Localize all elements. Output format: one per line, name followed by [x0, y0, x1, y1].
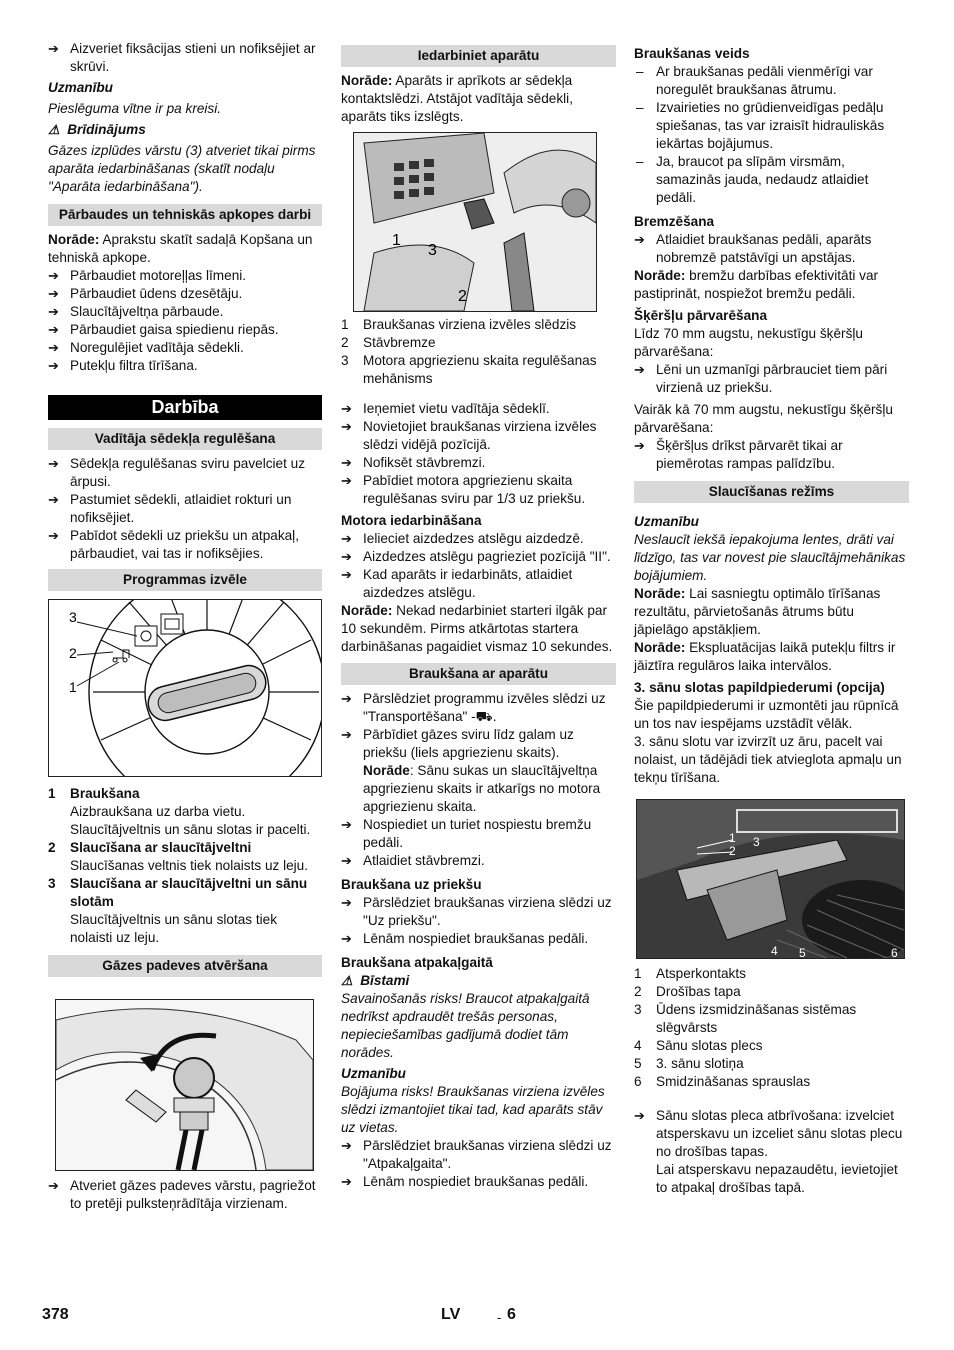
controls-legend-list — [341, 316, 616, 388]
program-item-list — [48, 785, 322, 947]
list-number: 1 — [634, 966, 642, 981]
section-seat-heading: Vadītāja sēdekļa regulēšana — [48, 428, 322, 450]
side-broom-legend-item — [634, 983, 909, 1001]
program-item-description: Slaucītājveltnis un sānu slotas ir pacelti. — [70, 822, 311, 837]
section-start-heading: Iedarbiniet aparātu — [341, 45, 616, 67]
caution-title: Uzmanību — [634, 514, 699, 529]
column-2 — [341, 40, 616, 1191]
program-dial-illustration — [49, 600, 322, 776]
check-step: ➔ Slaucītājveltņa pārbaude. — [48, 303, 322, 321]
seat-step: ➔ Sēdekļa regulēšanas sviru pavelciet uz ārpusi. — [48, 455, 322, 491]
controls-figure — [353, 132, 597, 312]
start-step-list — [341, 400, 616, 508]
gas-valve-illustration — [56, 1000, 313, 1170]
start-step: ➔ Ieņemiet vietu vadītāja sēdeklī. — [341, 400, 616, 418]
seat-step: ➔ Pabīdot sēdekli uz priekšu un atpakaļ, pārbaudiet, vai tas ir nofiksējies. — [48, 527, 322, 563]
note-label: Norāde: — [634, 268, 686, 283]
warning-triangle-icon: ⚠ — [48, 122, 60, 137]
note-sweep-2-text: Ekspluatācijas laikā putekļu filtrs ir jāiztīra regulāros laika intervālos. — [634, 640, 896, 673]
seat-step: ➔ Pastumiet sēdekli, atlaidiet rokturi un nofiksējiet. — [48, 491, 322, 527]
warning-heading — [48, 121, 322, 139]
program-item-title — [48, 875, 322, 911]
accessory-text-1: Šie papildpiederumi ir uzmontēti jau rūpnīcā un tos nav iespējams uzstādīt vēlāk. — [634, 698, 899, 731]
side-broom-illustration — [637, 800, 904, 958]
note-label: Norāde: — [341, 603, 393, 618]
note-sweep-1 — [634, 585, 909, 639]
drive-step: ➔ Atlaidiet stāvbremzi. — [341, 852, 616, 870]
fig2-label-3: 3 — [428, 242, 437, 259]
check-step: ➔ Pārbaudiet ūdens dzesētāju. — [48, 285, 322, 303]
drive-mode-item: – Izvairieties no grūdienveidīgas pedāļu spiešanas, tas var izraisīt hidrauliskās iekārtas bojājumus. — [634, 99, 909, 153]
note-label: Norāde: — [634, 586, 686, 601]
note-label: Norāde: — [341, 73, 393, 88]
note-label: Norāde: — [48, 232, 100, 247]
section-check-heading: Pārbaudes un tehniskās apkopes darbi — [48, 204, 322, 226]
program-item-title-text: Braukšana — [70, 786, 140, 801]
program-item-title-text: Slaucīšana ar slaucītājveltni — [70, 840, 252, 855]
forward-heading: Braukšana uz priekšu — [341, 877, 482, 892]
obstacle-text-2: Vairāk kā 70 mm augstu, nekustīgu šķēršļu pārvarēšana: — [634, 402, 893, 435]
list-number: 6 — [634, 1074, 642, 1089]
note-check — [48, 231, 322, 267]
list-text: Sānu slotas plecs — [656, 1038, 763, 1053]
controls-legend-item — [341, 316, 616, 334]
note-sweep-2 — [634, 639, 909, 675]
accessory-heading: 3. sānu slotas papildpiederumi (opcija) — [634, 680, 885, 695]
motor-step: ➔ Kad aparāts ir iedarbināts, atlaidiet aizdedzes atslēgu. — [341, 566, 616, 602]
side-broom-legend-item — [634, 965, 909, 983]
transport-icon: -⛟ — [471, 709, 493, 724]
step-close-bar: ➔ Aizveriet fiksācijas stieni un nofiksējiet ar skrūvi. — [48, 40, 322, 76]
start-step: ➔ Novietojiet braukšanas virziena izvēles slēdzi vidējā pozīcijā. — [341, 418, 616, 454]
note-start — [341, 72, 616, 126]
drive-mode-item: – Ar braukšanas pedāli vienmērīgi var noregulēt braukšanas ātrumu. — [634, 63, 909, 99]
fig3-label-1: 1 — [729, 831, 736, 845]
fig2-label-2: 2 — [458, 288, 467, 305]
list-text: Smidzināšanas sprauslas — [656, 1074, 811, 1089]
section-program-heading: Programmas izvēle — [48, 569, 322, 591]
list-text: Motora apgriezienu skaita regulēšanas mehānisms — [363, 353, 597, 386]
drive-more-step-list — [341, 816, 616, 870]
fig1-label-1: 1 — [69, 679, 77, 695]
list-text: Ūdens izsmidzināšanas sistēmas slēgvārsts — [656, 1002, 857, 1035]
start-step: ➔ Nofiksēt stāvbremzi. — [341, 454, 616, 472]
program-selector-figure — [48, 599, 322, 777]
list-text: Drošības tapa — [656, 984, 741, 999]
side-broom-legend-item — [634, 1001, 909, 1037]
list-number: 3 — [341, 353, 349, 368]
caution-title: Uzmanību — [48, 80, 113, 95]
controls-legend-item — [341, 352, 616, 388]
column-3 — [634, 40, 909, 1197]
caution-text: Neslaucīt iekšā iepakojuma lentes, drāti vai līdzīgo, tas var novest pie slaucītājmehānikas bojājumiem. — [634, 532, 906, 583]
sweep-roller-symbol — [135, 626, 157, 646]
caution-text: Pieslēguma vītne ir pa kreisi. — [48, 101, 222, 116]
program-item-description: Slaucītājveltnis un sānu slotas tiek nolaisti uz leju. — [70, 912, 278, 945]
list-number: 3 — [634, 1002, 642, 1017]
section-number: 6 — [507, 1306, 516, 1323]
obstacle-step-1: ➔ Lēni un uzmanīgi pārbrauciet tiem pāri virzienā uz priekšu. — [634, 361, 909, 397]
drive-mode-heading: Braukšanas veids — [634, 46, 750, 61]
danger-heading — [341, 972, 616, 990]
motor-start-heading: Motora iedarbināšana — [341, 513, 482, 528]
fig3-label-4: 4 — [771, 944, 778, 958]
list-text: Stāvbremze — [363, 335, 436, 350]
warning-title: Brīdinājums — [67, 122, 146, 137]
side-broom-legend-item — [634, 1055, 909, 1073]
forward-step-list — [341, 894, 616, 948]
obstacle-step-2: ➔ Šķēršļus drīkst pārvarēt tikai ar piemērotas rampas palīdzību. — [634, 437, 909, 473]
reverse-heading: Braukšana atpakaļgaitā — [341, 955, 493, 970]
drive-step-throttle: ➔ Pārbīdiet gāzes sviru līdz galam uz priekšu (liels apgriezienu skaits). — [341, 726, 616, 762]
motor-step: ➔ Aizdedzes atslēgu pagrieziet pozīcijā "II". — [341, 548, 616, 566]
caution-text: Bojājuma risks! Braukšanas virziena izvēles slēdzi izmantojiet tikai tad, kad aparāts stāv uz vietas. — [341, 1084, 605, 1135]
note-start-text: Aparāts ir aprīkots ar sēdekļa kontaktslēdzi. Atstājot vadītāja sēdekli, aparāts tiks izslēgts. — [341, 73, 573, 124]
note-check-text: Aprakstu skatīt sadaļā Kopšana un tehniskā apkope. — [48, 232, 313, 265]
drive-step-transport — [341, 690, 616, 726]
list-number: 2 — [341, 335, 349, 350]
footer-separator: - — [497, 1310, 502, 1325]
column-1 — [48, 40, 322, 1213]
gas-valve-figure — [55, 999, 314, 1171]
accessory-text-2: 3. sānu slotu var izvirzīt uz āru, pacelt vai nolaist, un tādējādi tiek atvieglota apmaļu un tekņu tīrīšana. — [634, 734, 902, 785]
language-code: LV — [441, 1306, 461, 1323]
note-drive-text: : Sānu sukas un slaucītājveltņa apgriezienu skaits ir atkarīgs no motora apgriezienu skaita. — [363, 763, 601, 814]
seat-step-list — [48, 455, 322, 563]
check-step: ➔ Pārbaudiet gaisa spiedienu riepās. — [48, 321, 322, 339]
note-label: Norāde — [363, 763, 410, 778]
program-item-title — [48, 839, 322, 857]
danger-text: Savainošanās risks! Braucot atpakaļgaitā nedrīkst apdraudēt trešās personas, nepieciešamības gadījumā dodiet tām norādes. — [341, 991, 590, 1060]
list-number: 4 — [634, 1038, 642, 1053]
note-motor — [341, 602, 616, 656]
note-motor-text: Nekad nedarbiniet starteri ilgāk par 10 sekundēm. Pirms atkārtotas startera darbināšanas pagaidiet vismaz 10 sekundes. — [341, 603, 613, 654]
motor-step-list — [341, 530, 616, 602]
list-text: Atsperkontakts — [656, 966, 746, 981]
section-sweep-heading: Slaucīšanas režīms — [634, 481, 909, 503]
reverse-step: ➔ Pārslēdziet braukšanas virziena slēdzi uz "Atpakaļgaita". — [341, 1137, 616, 1173]
page-number: 378 — [42, 1306, 69, 1323]
list-text: 3. sānu slotiņa — [656, 1056, 744, 1071]
reverse-step-list — [341, 1137, 616, 1191]
list-number: 2 — [634, 984, 642, 999]
list-number: 3 — [48, 876, 56, 891]
fig3-label-6: 6 — [891, 946, 898, 958]
note-brake-text: bremžu darbības efektivitāti var pastiprināt, nospiežot bremžu pedāli. — [634, 268, 879, 301]
brake-step: ➔ Atlaidiet braukšanas pedāli, aparāts nobremzē patstāvīgi un apstājas. — [634, 231, 909, 267]
release-step: ➔ Sānu slotas pleca atbrīvošana: izvelciet atsperskavu un izceliet sānu slotas plecu no drošības tapas. — [634, 1107, 909, 1161]
forward-step: ➔ Pārslēdziet braukšanas virziena slēdzi uz "Uz priekšu". — [341, 894, 616, 930]
start-step: ➔ Pabīdiet motora apgriezienu skaita regulēšanas sviru par 1/3 uz priekšu. — [341, 472, 616, 508]
obstacle-heading: Šķēršļu pārvarēšana — [634, 308, 768, 323]
drive-step-end: . — [492, 709, 497, 724]
list-text: Braukšanas virziena izvēles slēdzis — [363, 317, 577, 332]
controls-illustration — [354, 133, 596, 311]
side-broom-figure — [636, 799, 905, 959]
obstacle-text-1: Līdz 70 mm augstu, nekustīgu šķēršļu pārvarēšana: — [634, 326, 863, 359]
list-number: 2 — [48, 840, 56, 855]
drive-mode-list — [634, 63, 909, 207]
fig3-label-3: 3 — [753, 835, 760, 849]
section-gas-heading: Gāzes padeves atvēršana — [48, 955, 322, 977]
check-step: ➔ Putekļu filtra tīrīšana. — [48, 357, 322, 375]
program-item-title — [48, 785, 322, 803]
fig3-label-5: 5 — [799, 946, 806, 958]
fig3-label-2: 2 — [729, 844, 736, 858]
forward-step: ➔ Lēnām nospiediet braukšanas pedāli. — [341, 930, 616, 948]
drive-step: ➔ Nospiediet un turiet nospiestu bremžu pedāli. — [341, 816, 616, 852]
motor-step: ➔ Ielieciet aizdedzes atslēgu aizdedzē. — [341, 530, 616, 548]
side-broom-legend-item — [634, 1037, 909, 1055]
program-item-description: Slaucīšanas veltnis tiek nolaists uz leju. — [70, 858, 309, 873]
controls-legend-item — [341, 334, 616, 352]
side-broom-legend-list — [634, 965, 909, 1091]
check-list — [48, 267, 322, 375]
section-drive-heading: Braukšana ar aparātu — [341, 663, 616, 685]
drive-step-transport-text: Pārslēdziet programmu izvēles slēdzi uz "Transportēšana" — [363, 691, 606, 724]
fig2-label-1: 1 — [392, 232, 401, 249]
warning-text: Gāzes izplūdes vārstu (3) atveriet tikai pirms aparāta iedarbināšanas (skatīt nodaļu "Aparāta iedarbināšana"). — [48, 143, 316, 194]
note-drive — [341, 762, 616, 816]
warning-triangle-icon: ⚠ — [341, 973, 353, 988]
fig1-label-3: 3 — [69, 609, 77, 625]
gas-step: ➔ Atveriet gāzes padeves vārstu, pagriežot to pretēji pulksteņrādītāja virzienam. — [48, 1177, 322, 1213]
reverse-step: ➔ Lēnām nospiediet braukšanas pedāli. — [341, 1173, 616, 1191]
drive-mode-item: – Ja, braucot pa slīpām virsmām, samazinās jauda, nedaudz atlaidiet pedāli. — [634, 153, 909, 207]
brake-heading: Bremzēšana — [634, 214, 715, 229]
list-number: 1 — [48, 786, 56, 801]
list-number: 5 — [634, 1056, 642, 1071]
list-number: 1 — [341, 317, 349, 332]
program-item-title-text: Slaucīšana ar slaucītājveltni un sānu slotām — [70, 876, 308, 909]
side-broom-legend-item — [634, 1073, 909, 1091]
note-label: Norāde: — [634, 640, 686, 655]
fig1-label-2: 2 — [69, 645, 77, 661]
danger-title: Bīstami — [360, 973, 410, 988]
note-brake — [634, 267, 909, 303]
program-item-description: Aizbraukšana uz darba vietu. — [70, 804, 246, 819]
sweep-brushes-symbol — [161, 614, 183, 634]
caution-title: Uzmanību — [341, 1066, 406, 1081]
release-note: Lai atsperskavu nepazaudētu, ievietojiet to atpakaļ drošības tapā. — [656, 1162, 898, 1195]
note-sweep-1-text: Lai sasniegtu optimālo tīrīšanas rezultātu, pārvietošanās ātrums būtu jāpielāgo apstākļiem. — [634, 586, 881, 637]
section-operation-heading: Darbība — [48, 395, 322, 420]
check-step: ➔ Pārbaudiet motoreļļas līmeni. — [48, 267, 322, 285]
check-step: ➔ Noregulējiet vadītāja sēdekli. — [48, 339, 322, 357]
